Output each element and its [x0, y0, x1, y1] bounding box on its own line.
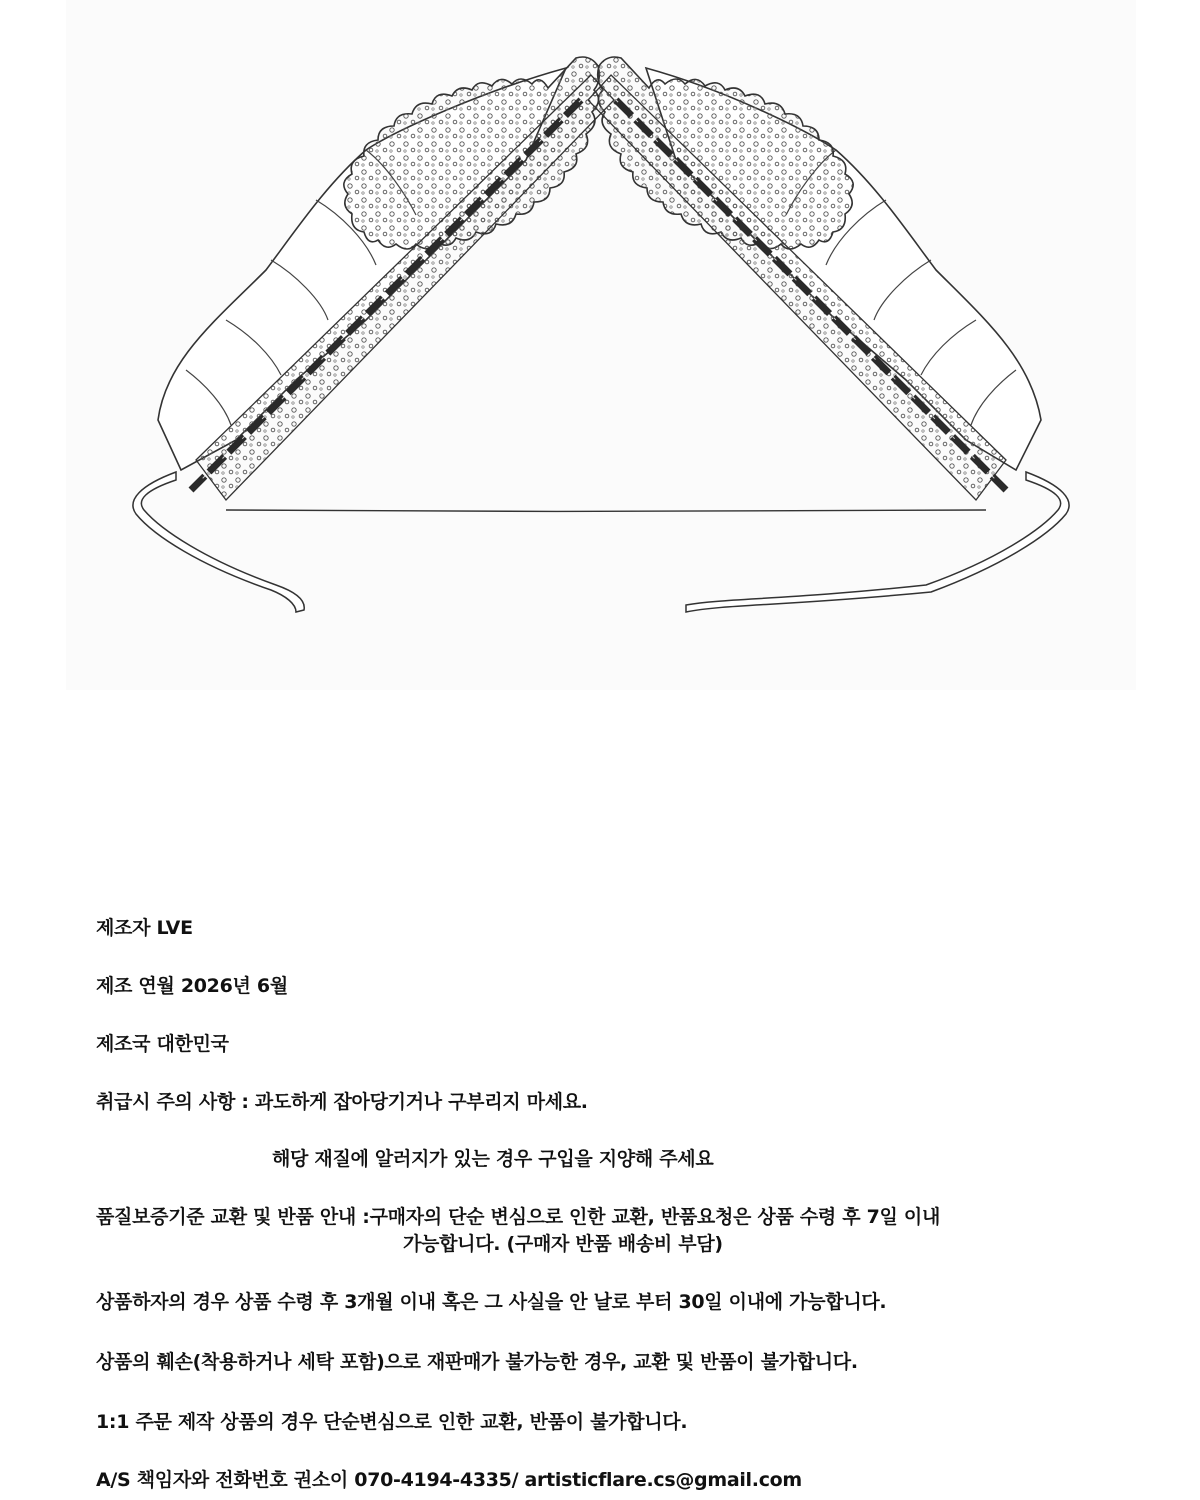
manufacture-date: 제조 연월 2026년 6월 — [96, 975, 288, 997]
headband-wire — [133, 472, 304, 612]
defect-policy: 상품하자의 경우 상품 수령 후 3개월 이내 혹은 그 사실을 안 날로 부터 30일 이내에 가능합니다. — [96, 1291, 887, 1313]
manufacturer: 제조자 LVE — [96, 917, 193, 939]
lace-headband-drawing-icon — [66, 0, 1136, 690]
damage-policy: 상품의 훼손(착용하거나 세탁 포함)으로 재판매가 불가능한 경우, 교환 및 반품이 불가합니다. — [96, 1351, 858, 1373]
product-illustration — [66, 0, 1136, 690]
return-policy-line1: 품질보증기준 교환 및 반품 안내 :구매자의 단순 변심으로 인한 교환, 반품요청은 상품 수령 후 7일 이내 — [96, 1206, 941, 1228]
country-of-origin: 제조국 대한민국 — [96, 1033, 229, 1055]
care-notice: 취급시 주의 사항 : 과도하게 잡아당기거나 구부리지 마세요. — [96, 1091, 588, 1113]
return-policy-line2: 가능합니다. (구매자 반품 배송비 부담) — [403, 1233, 723, 1255]
as-contact: A/S 책임자와 전화번호 권소이 070-4194-4335/ artisticflare.cs@gmail.com — [96, 1469, 802, 1491]
allergy-notice: 해당 재질에 알러지가 있는 경우 구입을 지양해 주세요 — [272, 1148, 714, 1170]
custom-order-policy: 1:1 주문 제작 상품의 경우 단순변심으로 인한 교환, 반품이 불가합니다. — [96, 1411, 688, 1433]
